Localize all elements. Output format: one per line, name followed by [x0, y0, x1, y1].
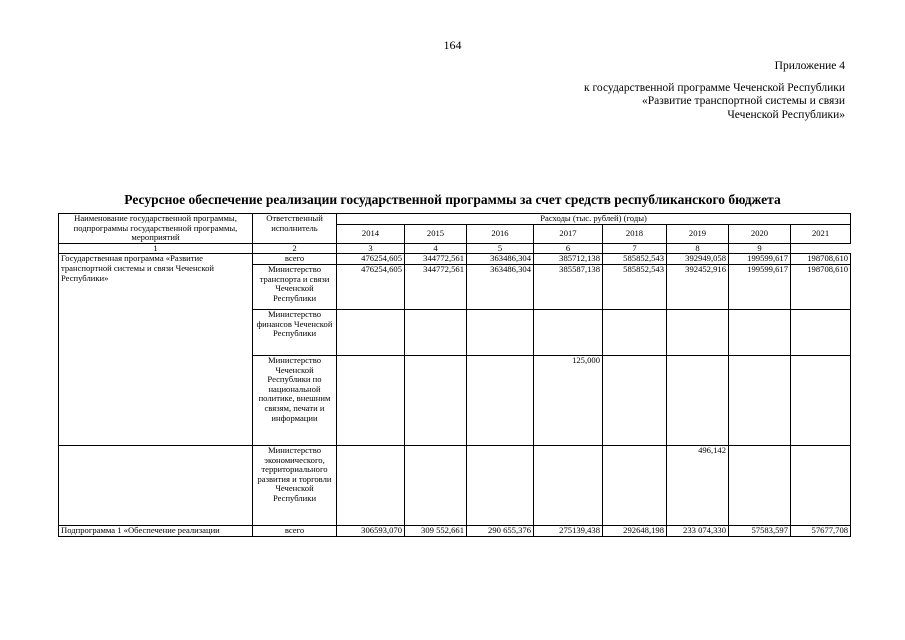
value-cell: [405, 445, 467, 525]
column-number: 1: [59, 243, 253, 254]
header-year: 2014: [337, 224, 405, 243]
subprogram-name: Подпрограмма 1 «Обеспечение реализации: [59, 525, 253, 536]
header-expenses: Расходы (тыс. рублей) (годы): [337, 214, 851, 225]
executor-cell: Министерство финансов Чеченской Республики: [253, 309, 337, 355]
document-title: Ресурсное обеспечение реализации государственной программы за счет средств республиканского бюджета: [124, 192, 781, 207]
program-name-continuation: [59, 445, 253, 525]
value-cell: 198708,610: [791, 254, 851, 265]
value-cell: [791, 309, 851, 355]
header-year: 2017: [534, 224, 603, 243]
executor-cell: Министерство Чеченской Республики по национальной политике, внешним связям, печати и информации: [253, 355, 337, 445]
value-cell: 496,142: [667, 445, 729, 525]
value-cell: [667, 355, 729, 445]
value-cell: 198708,610: [791, 264, 851, 309]
header-year: 2018: [603, 224, 667, 243]
value-cell: [337, 355, 405, 445]
value-cell: 392452,916: [667, 264, 729, 309]
value-cell: 57677,708: [791, 525, 851, 536]
value-cell: [791, 355, 851, 445]
value-cell: [337, 445, 405, 525]
value-cell: 363486,304: [467, 254, 534, 265]
value-cell: 306593,070: [337, 525, 405, 536]
value-cell: 344772,561: [405, 254, 467, 265]
value-cell: 292648,198: [603, 525, 667, 536]
value-cell: [534, 309, 603, 355]
table-row: [59, 445, 851, 525]
column-number: 8: [667, 243, 729, 254]
column-number: 7: [603, 243, 667, 254]
value-cell: 290 655,376: [467, 525, 534, 536]
value-cell: [729, 445, 791, 525]
column-number: 4: [405, 243, 467, 254]
column-number: 9: [729, 243, 791, 254]
executor-cell: Министерство экономического, территориального развития и торговли Чеченской Республики: [253, 445, 337, 525]
value-cell: [791, 445, 851, 525]
appendix-line: к государственной программе Чеченской Республики: [584, 81, 845, 94]
value-cell: 385587,138: [534, 264, 603, 309]
appendix-line: «Развитие транспортной системы и связи: [641, 95, 845, 107]
header-executor: Ответственный исполнитель: [253, 214, 337, 244]
value-cell: 233 074,330: [667, 525, 729, 536]
column-number: 5: [467, 243, 534, 254]
header-year: 2015: [405, 224, 467, 243]
value-cell: 199599,617: [729, 254, 791, 265]
value-cell: [729, 309, 791, 355]
value-cell: 392949,058: [667, 254, 729, 265]
value-cell: [405, 355, 467, 445]
value-cell: [337, 309, 405, 355]
program-name: Государственная программа «Развитие транспортной системы и связи Чеченской Республики»: [59, 254, 253, 446]
column-number: 6: [534, 243, 603, 254]
value-cell: 476254,605: [337, 264, 405, 309]
value-cell: [603, 309, 667, 355]
value-cell: [603, 355, 667, 445]
appendix-line: Чеченской Республики»: [727, 108, 845, 121]
value-cell: 344772,561: [405, 264, 467, 309]
value-cell: 585852,543: [603, 264, 667, 309]
table-row: [59, 525, 851, 536]
value-cell: [729, 355, 791, 445]
executor-cell: всего: [253, 525, 337, 536]
executor-cell: Министерство транспорта и связи Чеченской Республики: [253, 264, 337, 309]
value-cell: 363486,304: [467, 264, 534, 309]
header-year: 2020: [729, 224, 791, 243]
column-number-row: [59, 243, 851, 254]
budget-table: [58, 213, 851, 537]
header-year: 2019: [667, 224, 729, 243]
value-cell: 57583,597: [729, 525, 791, 536]
column-number: 2: [253, 243, 337, 254]
value-cell: [603, 445, 667, 525]
header-year: 2016: [467, 224, 534, 243]
value-cell: [467, 309, 534, 355]
appendix-label: Приложение 4: [774, 60, 845, 72]
value-cell: 309 552,661: [405, 525, 467, 536]
appendix-header: [584, 60, 845, 122]
value-cell: 275139,438: [534, 525, 603, 536]
executor-cell: всего: [253, 254, 337, 265]
value-cell: 125,000: [534, 355, 603, 445]
value-cell: [405, 309, 467, 355]
page-number: 164: [443, 38, 462, 52]
value-cell: 585852,543: [603, 254, 667, 265]
value-cell: [467, 445, 534, 525]
value-cell: [467, 355, 534, 445]
value-cell: [667, 309, 729, 355]
header-name: Наименование государственной программы, подпрограммы государственной программы, мероприятий: [59, 214, 253, 244]
column-number: 3: [337, 243, 405, 254]
value-cell: 385712,138: [534, 254, 603, 265]
value-cell: 199599,617: [729, 264, 791, 309]
value-cell: [534, 445, 603, 525]
value-cell: 476254,605: [337, 254, 405, 265]
header-year: 2021: [791, 224, 851, 243]
table-row: [59, 254, 851, 265]
